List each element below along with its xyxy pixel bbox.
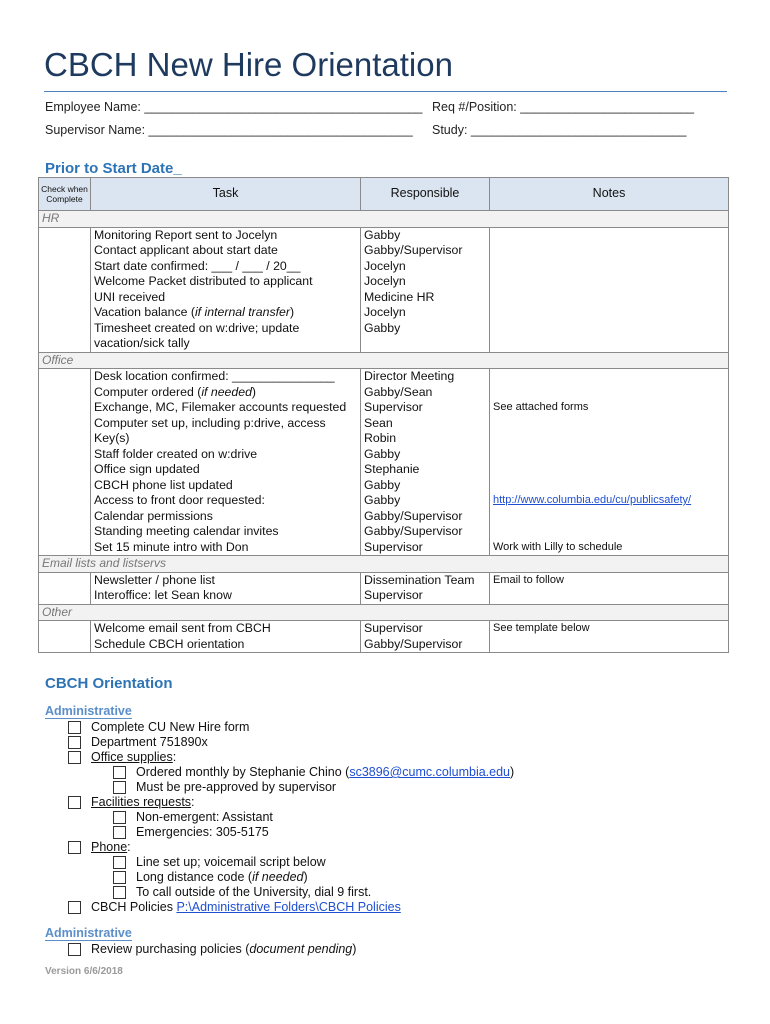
task-cell: Desk location confirmed: _______________ [91, 369, 361, 385]
checklist-item[interactable]: Long distance code ( if needed ) [113, 870, 308, 884]
checklist-item[interactable]: Complete CU New Hire form [68, 720, 249, 734]
policies-link[interactable]: P:\Administrative Folders\CBCH Policies [176, 900, 401, 914]
checkbox[interactable] [113, 766, 126, 779]
responsible-cell: Jocelyn [361, 274, 490, 290]
task-cell: Access to front door requested: [91, 493, 361, 509]
administrative-heading: Administrative [45, 704, 132, 718]
responsible-cell: Gabby/Sean [361, 385, 490, 401]
task-cell: Staff folder created on w:drive [91, 447, 361, 463]
table-row [39, 572, 729, 588]
task-cell: Key(s) [91, 431, 361, 447]
task-cell: Welcome Packet distributed to applicant [91, 274, 361, 290]
table-row [39, 305, 729, 321]
group-label: Other [39, 604, 729, 621]
checkbox[interactable] [113, 871, 126, 884]
checklist-item[interactable]: Emergencies: 305-5175 [113, 825, 269, 839]
task-cell: Standing meeting calendar invites [91, 524, 361, 540]
checklist-item[interactable]: Department 751890x [68, 735, 208, 749]
table-row [39, 509, 729, 525]
check-cell[interactable] [39, 385, 91, 401]
notes-cell [490, 259, 729, 275]
table-row [39, 321, 729, 353]
notes-cell [490, 321, 729, 353]
table-group-row [39, 352, 729, 369]
check-cell[interactable] [39, 572, 91, 588]
responsible-cell: Medicine HR [361, 290, 490, 306]
task-cell: Newsletter / phone list [91, 572, 361, 588]
task-cell: Set 15 minute intro with Don [91, 540, 361, 556]
checklist-item[interactable]: CBCH Policies P:\Administrative Folders\CBCH Policies [68, 900, 401, 914]
check-cell[interactable] [39, 478, 91, 494]
table-row [39, 243, 729, 259]
check-cell[interactable] [39, 259, 91, 275]
responsible-cell: Gabby/Supervisor [361, 509, 490, 525]
checkbox[interactable] [113, 781, 126, 794]
header-responsible: Responsible [361, 178, 490, 211]
table-group-row [39, 604, 729, 621]
table-row [39, 462, 729, 478]
notes-cell [490, 447, 729, 463]
task-cell: CBCH phone list updated [91, 478, 361, 494]
responsible-cell: Supervisor [361, 540, 490, 556]
task-cell: Vacation balance (if internal transfer) [91, 305, 361, 321]
check-cell[interactable] [39, 321, 91, 353]
notes-cell [490, 227, 729, 243]
responsible-cell: Gabby [361, 227, 490, 243]
notes-cell [490, 509, 729, 525]
task-cell: Office sign updated [91, 462, 361, 478]
task-cell: Welcome email sent from CBCH [91, 621, 361, 637]
task-cell: Computer set up, including p:drive, access [91, 416, 361, 432]
responsible-cell: Supervisor [361, 588, 490, 604]
responsible-cell: Robin [361, 431, 490, 447]
checkbox[interactable] [113, 856, 126, 869]
header-check: Check when Complete [39, 178, 91, 211]
task-table [38, 177, 729, 653]
checkbox[interactable] [113, 811, 126, 824]
checklist-item[interactable]: Facilities requests : [68, 795, 195, 809]
cbch-orientation-heading: CBCH Orientation [45, 675, 173, 692]
table-row [39, 274, 729, 290]
group-label: Office [39, 352, 729, 369]
notes-cell [490, 305, 729, 321]
req-position-field[interactable]: Req #/Position: _________________________ [432, 100, 695, 114]
responsible-cell: Supervisor [361, 621, 490, 637]
check-cell[interactable] [39, 621, 91, 637]
check-cell[interactable] [39, 493, 91, 509]
table-row [39, 588, 729, 604]
employee-name-field[interactable]: Employee Name: ________________________________________ [45, 100, 423, 114]
checklist-item[interactable]: Must be pre-approved by supervisor [113, 780, 336, 794]
table-row [39, 478, 729, 494]
group-label: HR [39, 211, 729, 228]
responsible-cell: Gabby [361, 321, 490, 353]
responsible-cell: Gabby [361, 447, 490, 463]
administrative-heading-2: Administrative [45, 926, 132, 940]
checkbox[interactable] [68, 796, 81, 809]
responsible-cell: Gabby [361, 478, 490, 494]
header-task: Task [91, 178, 361, 211]
responsible-cell: Gabby [361, 493, 490, 509]
task-cell: Timesheet created on w:drive; update vacation/sick tally [91, 321, 361, 353]
task-cell: Computer ordered (if needed) [91, 385, 361, 401]
table-row [39, 227, 729, 243]
page-title: CBCH New Hire Orientation [44, 46, 453, 83]
table-row [39, 447, 729, 463]
responsible-cell: Jocelyn [361, 259, 490, 275]
check-cell[interactable] [39, 447, 91, 463]
notes-cell [490, 493, 729, 509]
table-group-row [39, 211, 729, 228]
check-cell[interactable] [39, 462, 91, 478]
notes-cell [490, 290, 729, 306]
check-cell[interactable] [39, 290, 91, 306]
table-row [39, 385, 729, 401]
check-cell[interactable] [39, 369, 91, 385]
study-field[interactable]: Study: _______________________________ [432, 123, 687, 137]
task-cell: Start date confirmed: ___ / ___ / 20__ [91, 259, 361, 275]
check-cell[interactable] [39, 243, 91, 259]
table-row [39, 621, 729, 637]
table-row [39, 493, 729, 509]
notes-cell [490, 478, 729, 494]
task-cell: Monitoring Report sent to Jocelyn [91, 227, 361, 243]
table-row [39, 540, 729, 556]
responsible-cell: Supervisor [361, 400, 490, 416]
notes-cell: See template below [490, 621, 729, 637]
email-link[interactable]: sc3896@cumc.columbia.edu [349, 765, 510, 779]
notes-cell [490, 274, 729, 290]
notes-cell [490, 243, 729, 259]
checklist-item[interactable]: Non-emergent: Assistant [113, 810, 273, 824]
checklist-item[interactable]: Office supplies : [68, 750, 176, 764]
check-cell[interactable] [39, 637, 91, 653]
notes-cell: Work with Lilly to schedule [490, 540, 729, 556]
notes-cell [490, 385, 729, 401]
notes-cell [490, 431, 729, 447]
responsible-cell: Jocelyn [361, 305, 490, 321]
checkbox[interactable] [68, 736, 81, 749]
checklist-item[interactable]: Review purchasing policies ( document pending ) [68, 942, 356, 956]
task-cell: Contact applicant about start date [91, 243, 361, 259]
checklist-item[interactable]: Line set up; voicemail script below [113, 855, 326, 869]
responsible-cell: Gabby/Supervisor [361, 637, 490, 653]
responsible-cell: Gabby/Supervisor [361, 524, 490, 540]
checklist-item[interactable]: Ordered monthly by Stephanie Chino ( sc3896@cumc.columbia.edu ) [113, 765, 514, 779]
version-label: Version 6/6/2018 [45, 966, 123, 977]
notes-cell [490, 416, 729, 432]
group-label: Email lists and listservs [39, 556, 729, 573]
responsible-cell: Sean [361, 416, 490, 432]
title-rule [44, 91, 727, 92]
check-cell[interactable] [39, 416, 91, 432]
table-row [39, 290, 729, 306]
supervisor-name-field[interactable]: Supervisor Name: ______________________________________ [45, 123, 413, 137]
check-cell[interactable] [39, 400, 91, 416]
notes-cell [490, 588, 729, 604]
task-cell: Schedule CBCH orientation [91, 637, 361, 653]
publicsafety-link[interactable]: http://www.columbia.edu/cu/publicsafety/ [493, 494, 692, 506]
table-row [39, 400, 729, 416]
check-cell[interactable] [39, 431, 91, 447]
check-cell[interactable] [39, 588, 91, 604]
table-row [39, 416, 729, 432]
checkbox[interactable] [68, 721, 81, 734]
check-cell[interactable] [39, 305, 91, 321]
responsible-cell: Director Meeting [361, 369, 490, 385]
check-cell[interactable] [39, 274, 91, 290]
task-cell: Exchange, MC, Filemaker accounts requested [91, 400, 361, 416]
checklist-item[interactable]: Phone : [68, 840, 131, 854]
responsible-cell: Dissemination Team [361, 572, 490, 588]
task-cell: Calendar permissions [91, 509, 361, 525]
table-group-row [39, 556, 729, 573]
check-cell[interactable] [39, 227, 91, 243]
checkbox[interactable] [68, 841, 81, 854]
notes-cell [490, 369, 729, 385]
task-cell: Interoffice: let Sean know [91, 588, 361, 604]
notes-cell [490, 637, 729, 653]
checkbox[interactable] [68, 901, 81, 914]
task-cell: UNI received [91, 290, 361, 306]
checklist-item[interactable]: To call outside of the University, dial 9 first. [113, 885, 371, 899]
notes-cell: See attached forms [490, 400, 729, 416]
checkbox[interactable] [113, 886, 126, 899]
table-row [39, 637, 729, 653]
notes-cell [490, 524, 729, 540]
header-notes: Notes [490, 178, 729, 211]
checkbox[interactable] [68, 751, 81, 764]
check-cell[interactable] [39, 509, 91, 525]
notes-cell: Email to follow [490, 572, 729, 588]
table-row [39, 431, 729, 447]
table-row [39, 369, 729, 385]
check-cell[interactable] [39, 540, 91, 556]
responsible-cell: Stephanie [361, 462, 490, 478]
checkbox[interactable] [68, 943, 81, 956]
checkbox[interactable] [113, 826, 126, 839]
table-row [39, 259, 729, 275]
responsible-cell: Gabby/Supervisor [361, 243, 490, 259]
check-cell[interactable] [39, 524, 91, 540]
prior-to-start-heading: Prior to Start Date_ [45, 160, 190, 178]
table-row [39, 524, 729, 540]
notes-cell [490, 462, 729, 478]
